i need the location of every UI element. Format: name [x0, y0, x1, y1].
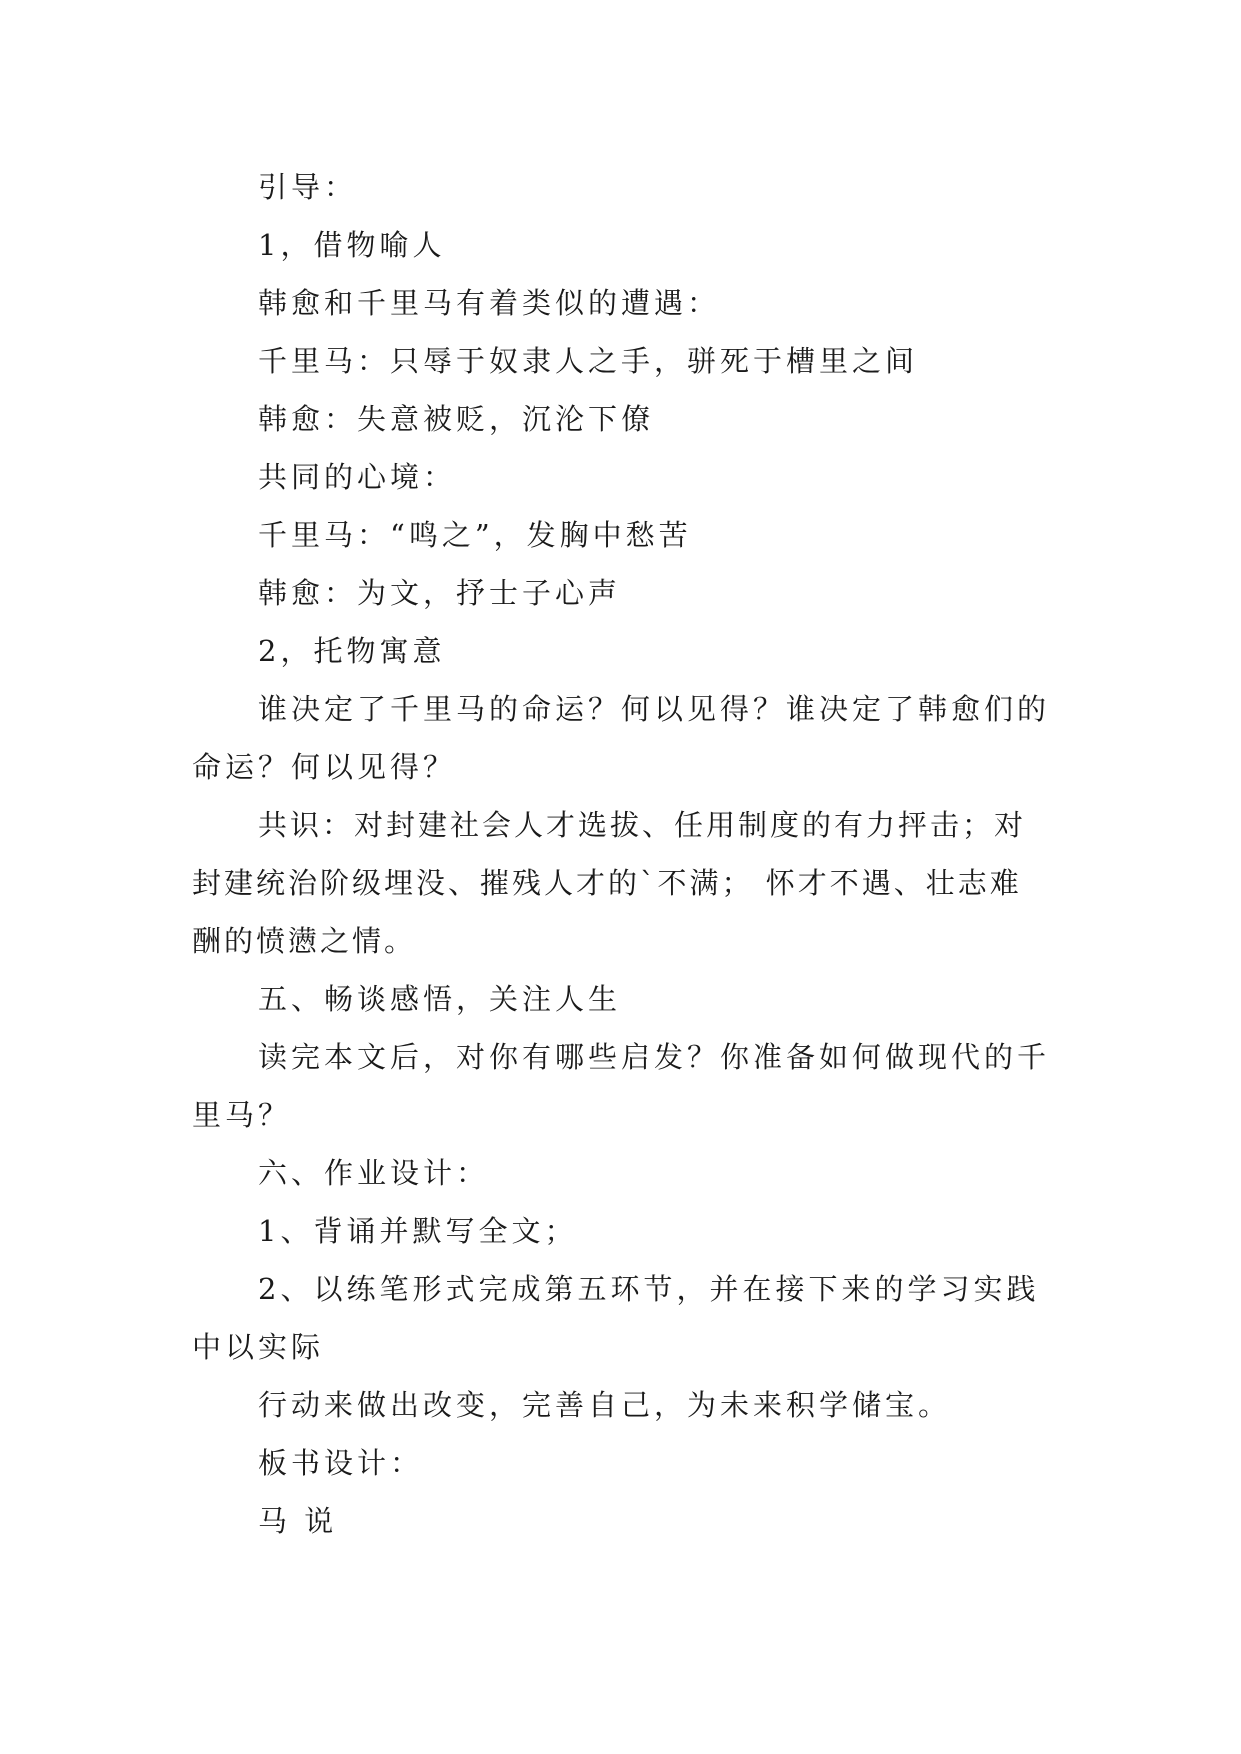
board-title: 马 说	[258, 1504, 338, 1538]
board-design-heading: 板书设计：	[258, 1446, 424, 1480]
paragraph-question: 谁决定了千里马的命运？何以见得？谁决定了韩愈们的命运？何以见得？	[192, 692, 1051, 784]
paragraph-horse-mood: 千里马：“鸣之”，发胸中愁苦	[258, 518, 692, 552]
paragraph-hanyu-mood: 韩愈：为文，抒士子心声	[258, 576, 622, 610]
paragraph-point-2: 2，托物寓意	[258, 634, 446, 668]
paragraph-horse-fate: 千里马：只辱于奴隶人之手，骈死于槽里之间	[258, 344, 919, 378]
paragraph-shared-mood: 共同的心境：	[258, 460, 457, 494]
homework-item-2-continued: 行动来做出改变，完善自己，为未来积学储宝。	[258, 1388, 952, 1422]
document-body	[192, 158, 1052, 1550]
paragraph-similar-fate: 韩愈和千里马有着类似的遭遇：	[258, 286, 721, 320]
paragraph-guide-heading: 引导：	[258, 170, 358, 204]
paragraph-reflection: 读完本文后，对你有哪些启发？你准备如何做现代的千里马？	[192, 1040, 1051, 1132]
paragraph-consensus: 共识：对封建社会人才选拔、任用制度的有力抨击；对封建统治阶级埋没、摧残人才的`不满； 怀才不遇、壮志难酬的愤懑之情。	[192, 808, 1027, 958]
homework-item-2: 2、以练笔形式完成第五环节，并在接下来的学习实践中以实际	[192, 1272, 1040, 1364]
paragraph-point-1: 1，借物喻人	[258, 228, 446, 262]
homework-item-1: 1、背诵并默写全文；	[258, 1214, 578, 1248]
paragraph-hanyu-fate: 韩愈：失意被贬，沉沦下僚	[258, 402, 655, 436]
section-5-heading: 五、畅谈感悟，关注人生	[258, 982, 622, 1016]
section-6-heading: 六、作业设计：	[258, 1156, 490, 1190]
